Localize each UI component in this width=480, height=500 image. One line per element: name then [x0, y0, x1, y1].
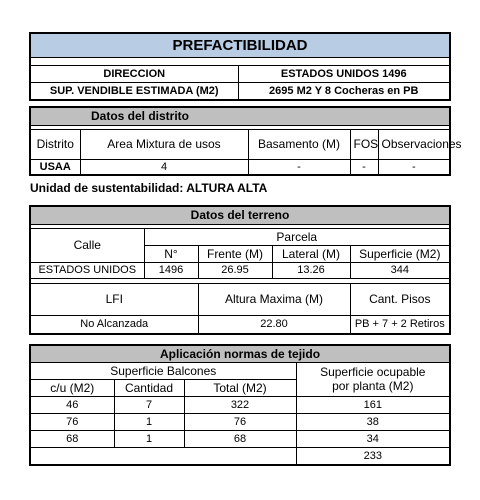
cant-pisos-header: Cant. Pisos	[350, 283, 450, 315]
cantidad-header: Cantidad	[114, 379, 184, 396]
lfi-header: LFI	[30, 283, 198, 315]
table-row-ocupable: 34	[296, 430, 450, 447]
basamento-value: -	[248, 159, 350, 175]
ocupable-header	[296, 362, 450, 396]
sup-vendible-value: 2695 M2 Y 8 Cocheras en PB	[238, 82, 450, 100]
lfi-value: No Alcanzada	[30, 315, 198, 334]
table-row-total: 322	[184, 396, 296, 413]
observaciones-header: Observaciones	[378, 129, 450, 159]
table-row-cantidad: 1	[114, 430, 184, 447]
area-mixtura-value: 4	[80, 159, 248, 175]
table-row-cu: 46	[30, 396, 114, 413]
table-row-cantidad: 7	[114, 396, 184, 413]
table-row-cantidad: 1	[114, 413, 184, 430]
distrito-title: Datos del distrito	[30, 107, 450, 125]
table-row-cu: 76	[30, 413, 114, 430]
altura-maxima-value: 22.80	[198, 315, 350, 334]
area-mixtura-header: Area Mixtura de usos	[80, 129, 248, 159]
sustentabilidad-label: Unidad de sustentabilidad: ALTURA ALTA	[30, 181, 268, 195]
prefactibilidad-table	[29, 32, 451, 101]
basamento-header: Basamento (M)	[248, 129, 350, 159]
ocupable-header-line2: por planta (M2)	[332, 379, 414, 393]
frente-header: Frente (M)	[198, 245, 272, 262]
ocupable-header-line1: Superficie ocupable	[320, 365, 426, 379]
direccion-value: ESTADOS UNIDOS 1496	[238, 65, 450, 82]
observaciones-value: -	[378, 159, 450, 175]
cu-header: c/u (M2)	[30, 379, 114, 396]
numero-header: N°	[144, 245, 198, 262]
parcela-header: Parcela	[144, 228, 450, 245]
direccion-label: DIRECCION	[30, 65, 238, 82]
table-row-ocupable: 38	[296, 413, 450, 430]
cant-pisos-value: PB + 7 + 2 Retiros	[350, 315, 450, 334]
superficie-header: Superficie (M2)	[350, 245, 450, 262]
distrito-header: Distrito	[30, 129, 80, 159]
ocupable-total: 233	[296, 447, 450, 465]
tejido-table	[29, 344, 451, 466]
prefactibilidad-title: PREFACTIBILIDAD	[30, 33, 450, 57]
table-row-ocupable: 161	[296, 396, 450, 413]
terreno-table	[29, 205, 451, 335]
fos-value: -	[350, 159, 378, 175]
distrito-table	[29, 106, 462, 176]
calle-header: Calle	[30, 228, 144, 262]
fos-header: FOS	[350, 129, 378, 159]
distrito-value: USAA	[30, 159, 80, 175]
terreno-title: Datos del terreno	[30, 206, 450, 224]
table-row-total: 76	[184, 413, 296, 430]
table-row-cu: 68	[30, 430, 114, 447]
sup-vendible-label: SUP. VENDIBLE ESTIMADA (M2)	[30, 82, 238, 100]
frente-value: 26.95	[198, 262, 272, 278]
total-header: Total (M2)	[184, 379, 296, 396]
blank-cell	[30, 447, 296, 465]
numero-value: 1496	[144, 262, 198, 278]
balcones-header: Superficie Balcones	[30, 362, 296, 379]
spacer-row	[30, 57, 450, 65]
superficie-value: 344	[350, 262, 450, 278]
tejido-title: Aplicación normas de tejido	[30, 345, 450, 362]
table-row-total: 68	[184, 430, 296, 447]
altura-maxima-header: Altura Maxima (M)	[198, 283, 350, 315]
calle-value: ESTADOS UNIDOS	[30, 262, 144, 278]
lateral-value: 13.26	[272, 262, 350, 278]
lateral-header: Lateral (M)	[272, 245, 350, 262]
